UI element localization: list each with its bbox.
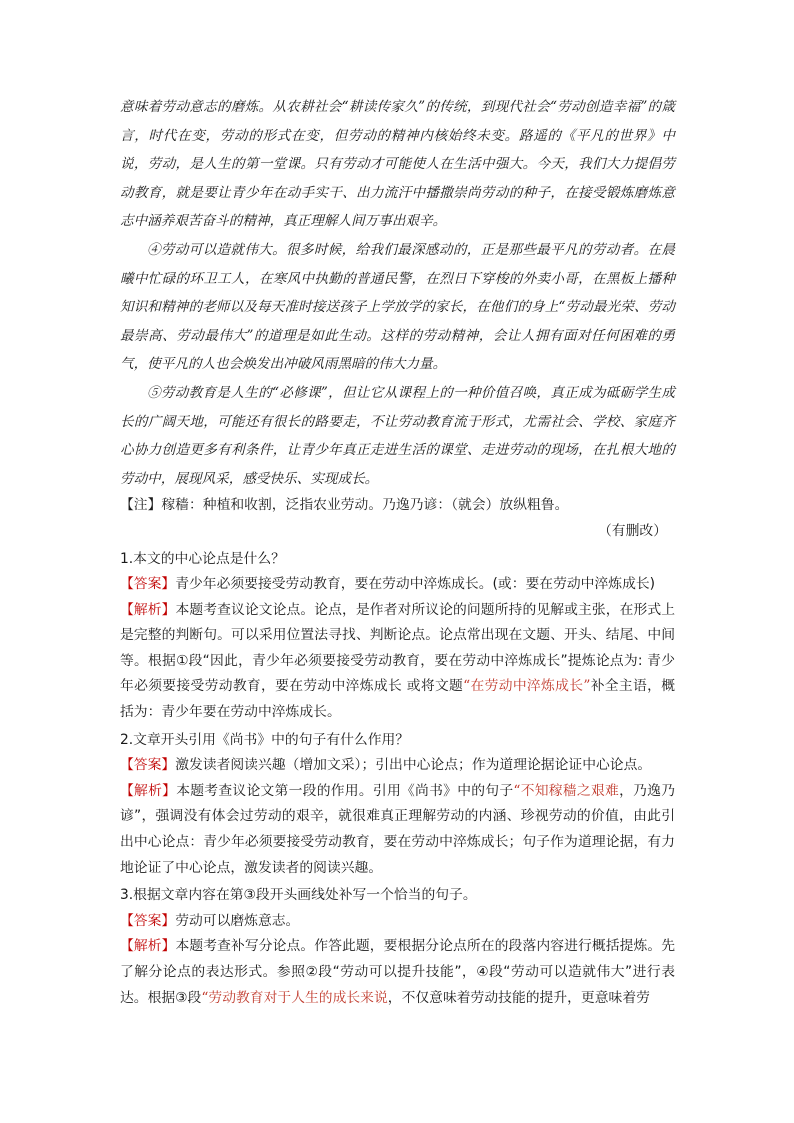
analysis-text: 本题考查补写分论点。作答此题，要根据分论点所在的段落内容进行概括提炼。先了解分论点的表达形式。参照②段“劳动可以提升技能”，④段“劳动可以造就伟大”进行表达。根据③段 bbox=[120, 938, 676, 1006]
answer-text: 激发读者阅读兴趣（增加文采）；引出中心论点；作为道理论据论证中心论点。 bbox=[175, 757, 652, 774]
question-block-3 bbox=[120, 883, 675, 1011]
analysis-text-rest: ，乃逸乃谚”，强调没有体会过劳动的艰辛，就很难真正理解劳动的内涵、珍视劳动的价值，由此引出中心论点：青少年必须要接受劳动教育，要在劳动中淬炼成长；句子作为道理论据，有力地论证了中心论点，激发读者的阅读兴趣。 bbox=[120, 782, 676, 876]
page-content bbox=[120, 93, 675, 1011]
analysis-text-rest: ，不仅意味着劳动技能的提升，更意味着劳 bbox=[387, 989, 650, 1006]
analysis-quote: “不知稼穑之艰难 bbox=[513, 782, 620, 799]
analysis-3 bbox=[120, 934, 675, 1011]
question-1: 1.本文的中心论点是什么？ bbox=[120, 550, 285, 567]
answer-2 bbox=[120, 753, 675, 779]
analysis-tag: 【解析】 bbox=[120, 782, 177, 799]
analysis-tag: 【解析】 bbox=[120, 601, 176, 618]
analysis-1 bbox=[120, 598, 675, 726]
answer-text: 劳动可以磨炼意志。 bbox=[175, 912, 300, 929]
passage-paragraph-4: ④劳动可以造就伟大。很多时候，给我们最深感动的，正是那些最平凡的劳动者。在晨曦中忙碌的环卫工人，在寒风中执勤的普通民警，在烈日下穿梭的外卖小哥，在黑板上播种知识和精神的老师以及每天准时接送孩子上学放学的家长，在他们的身上“劳动最光荣、劳动最崇高、劳动最伟大”的道理是如此生动。这样的劳动精神，会让人拥有面对任何困难的勇气，使平凡的人也会焕发出冲破风雨黑暗的伟大力量。 bbox=[120, 241, 675, 373]
passage-paragraph-5: ⑤劳动教育是人生的“必修课”，但让它从课程上的一种价值召唤，真正成为砥砺学生成长的广阔天地，可能还有很长的路要走，不让劳动教育流于形式，尤需社会、学校、家庭齐心协力创造更多有利条件，让青少年真正走进生活的课堂、走进劳动的现场，在扎根大地的劳动中，展现风采，感受快乐、实现成长。 bbox=[120, 384, 675, 487]
answer-tag: 【答案】 bbox=[120, 912, 176, 929]
passage-note: 【注】稼穑：种植和收割，泛指农业劳动。乃逸乃谚：（就会）放纵粗鲁。 bbox=[120, 497, 569, 514]
question-block-2 bbox=[120, 728, 675, 882]
question-2: 2.文章开头引用《尚书》中的句子有什么作用？ bbox=[120, 731, 410, 748]
passage-paragraph-3-continued: 意味着劳动意志的磨炼。从农耕社会“耕读传家久”的传统，到现代社会“劳动创造幸福”的箴言，时代在变，劳动的形式在变，但劳动的精神内核始终未变。路遥的《平凡的世界》中说，劳动，是人生的第一堂课。只有劳动才可能使人在生活中强大。今天，我们大力提倡劳动教育，就是要让青少年在动手实干、出力流汗中播撒崇尚劳动的种子，在接受锻炼磨炼意志中涵养艰苦奋斗的精神，真正理解人间万事出艰辛。 bbox=[120, 99, 675, 230]
question-3: 3.根据文章内容在第③段开头画线处补写一个恰当的句子。 bbox=[120, 887, 477, 904]
answer-tag: 【答案】 bbox=[120, 757, 176, 774]
analysis-tag: 【解析】 bbox=[120, 938, 176, 955]
analysis-text-rest: 补全主语，概括为：青少年要在劳动中淬炼成长。 bbox=[120, 678, 676, 721]
analysis-text: 本题考查议论文第一段的作用。引用《尚书》中的句子 bbox=[176, 782, 514, 799]
question-block-1 bbox=[120, 547, 675, 726]
source-note: （有删改） bbox=[598, 522, 667, 539]
analysis-quote: “在劳动中淬炼成长” bbox=[463, 678, 591, 695]
answer-1 bbox=[120, 572, 675, 598]
analysis-text: 本题考查议论文论点。论点，是作者对所议论的问题所持的见解或主张，在形式上是完整的判断句。可以采用位置法寻找、判断论点。论点常出现在文题、开头、结尾、中间等。根据①段“因此，青少年必须要接受劳动教育，要在劳动中淬炼成长”提炼论点为: 青少年必须要接受劳动教育，要在劳动中淬炼成长 或将文题 bbox=[120, 601, 676, 695]
answer-tag: 【答案】 bbox=[120, 576, 176, 593]
analysis-2 bbox=[120, 779, 675, 881]
analysis-quote: “劳动教育对于人生的成长来说 bbox=[201, 989, 388, 1006]
answer-3 bbox=[120, 909, 675, 935]
answer-text: 青少年必须要接受劳动教育，要在劳动中淬炼成长。(或：要在劳动中淬炼成长) bbox=[175, 576, 656, 593]
